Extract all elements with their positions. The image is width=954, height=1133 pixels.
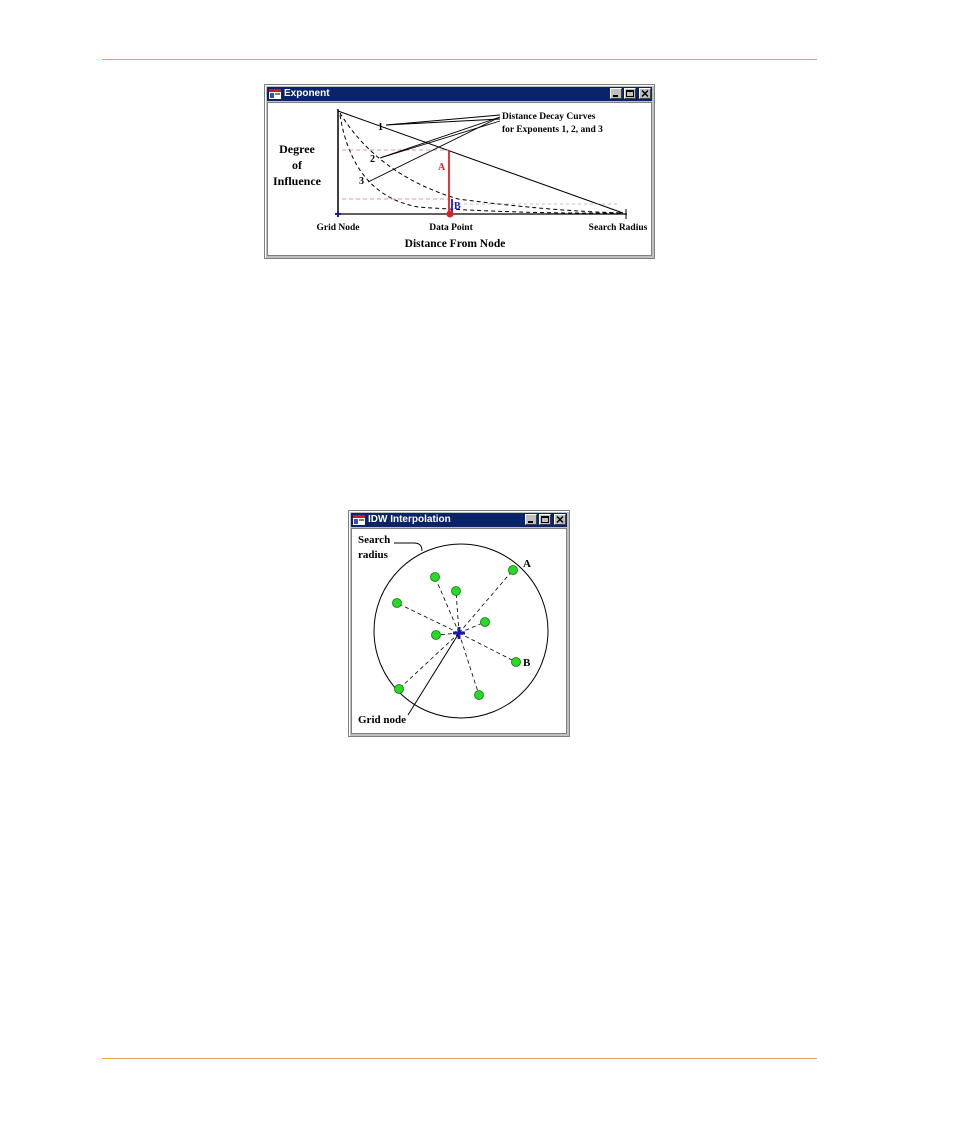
distance-line (435, 577, 459, 633)
marker-label-b: B (454, 201, 461, 212)
callout-leader-2b (380, 121, 500, 158)
callout-text-line2: for Exponents 1, 2, and 3 (502, 125, 603, 135)
grid-node-cross (453, 627, 465, 639)
data-point-b (512, 658, 521, 667)
footer-rule (102, 1058, 817, 1059)
grid-node-label: Grid node (358, 714, 406, 726)
distance-line (456, 591, 459, 633)
maximize-button[interactable] (539, 514, 551, 525)
close-button[interactable] (639, 88, 651, 99)
minimize-icon (526, 515, 536, 524)
minimize-button[interactable] (610, 88, 622, 99)
data-point (431, 573, 440, 582)
data-point (475, 691, 484, 700)
distance-line (459, 633, 516, 662)
idw-window-title: IDW Interpolation (368, 514, 451, 525)
search-radius-label: Search Radius (588, 223, 648, 233)
idw-window (348, 510, 570, 737)
close-icon (640, 89, 650, 98)
data-point (393, 599, 402, 608)
callout-leader-3 (368, 117, 500, 182)
curve-label-1: 1 (378, 122, 383, 133)
idw-diagram (352, 529, 566, 733)
data-point-a (509, 566, 518, 575)
data-point-marker (447, 211, 454, 218)
callout-text-line1: Distance Decay Curves (502, 112, 596, 122)
curve-label-3: 3 (359, 176, 364, 187)
exponent-window (264, 84, 655, 259)
grid-node-marker (335, 211, 341, 217)
close-button[interactable] (554, 514, 566, 525)
grid-node-label: Grid Node (316, 223, 360, 233)
data-point (395, 685, 404, 694)
header-rule (102, 59, 817, 60)
curve-label-2: 2 (370, 154, 375, 165)
distance-decay-diagram (268, 103, 651, 255)
minimize-button[interactable] (525, 514, 537, 525)
exponent-titlebar[interactable] (267, 87, 652, 101)
x-axis-title: Distance From Node (404, 238, 506, 250)
y-axis-label-line2: of (292, 158, 302, 172)
app-window-icon (353, 515, 365, 525)
search-radius-label-line2: radius (358, 549, 388, 561)
exponent-window-title: Exponent (284, 88, 330, 99)
data-point-label: Data Point (429, 223, 473, 233)
maximize-icon (625, 89, 635, 98)
search-radius-leader-curve (414, 543, 422, 551)
distance-line (397, 603, 459, 633)
app-window-icon (269, 89, 281, 99)
callout-leader-2 (380, 117, 500, 158)
close-icon (555, 515, 565, 524)
idw-diagram-area (351, 528, 567, 734)
data-point (452, 587, 461, 596)
point-label-a: A (523, 558, 531, 570)
y-axis-label-line3: Influence (273, 174, 321, 188)
idw-titlebar[interactable] (351, 513, 567, 527)
minimize-icon (611, 89, 621, 98)
point-label-b: B (523, 657, 531, 669)
data-point (432, 631, 441, 640)
y-axis-label-line1: Degree (279, 142, 315, 156)
data-point (481, 618, 490, 627)
maximize-icon (540, 515, 550, 524)
exponent-diagram-area (267, 102, 652, 256)
maximize-button[interactable] (624, 88, 636, 99)
search-radius-label-line1: Search (358, 534, 391, 546)
distance-line (459, 633, 479, 695)
marker-label-a: A (438, 162, 446, 173)
